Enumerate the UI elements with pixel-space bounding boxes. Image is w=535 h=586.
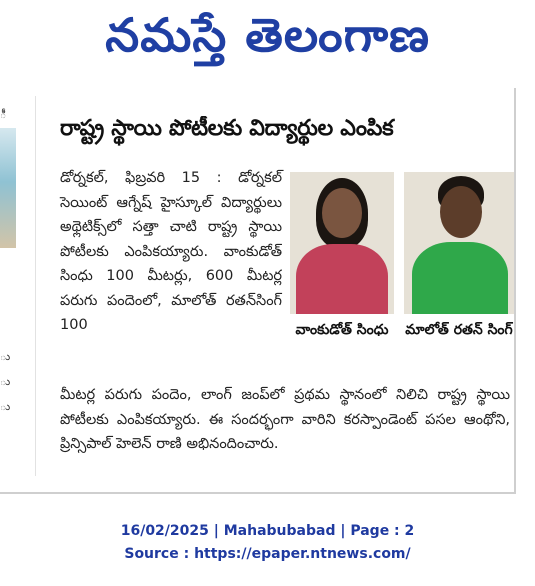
newspaper-masthead — [0, 0, 535, 82]
student-photo-ratan-singh — [404, 172, 514, 314]
article-body-column — [60, 166, 282, 338]
photo-caption-sindhu: వాంకుడోత్ సింధు — [295, 322, 389, 338]
masthead-title: నమస్తే తెలంగాణ — [105, 8, 430, 62]
article-body-continued — [60, 383, 510, 457]
source-link[interactable]: Source : https://epaper.ntnews.com/ — [124, 546, 411, 562]
adjacent-article-fragment: ీ ు ు ు — [0, 100, 20, 430]
student-photo-sindhu — [290, 172, 394, 314]
photo-caption-ratan-singh: మాలోత్ రతన్ సింగ్ — [405, 322, 513, 338]
article-headline: రాష్ట్ర స్థాయి పోటీలకు విద్యార్థుల ఎంపిక — [60, 116, 394, 141]
article-body-text-continued: మీటర్ల పరుగు పందెం, లాంగ్ జంప్‌లో ప్రథమ స్థానంలో నిలిచి రాష్ట్ర స్థాయి పోటీలకు ఎంపికయ్యారు. ఈ సందర్భంగా వారిని కరస్పాండెంట్ పసల ఆంథోని, ప్రిన్సిపాల్ హెలెన్ రాణి అభినందించారు. — [60, 387, 510, 452]
article-body-text: డోర్నకల్, ఫిబ్రవరి 15 : డోర్నకల్ సెయింట్ ఆగ్నేష్ హైస్కూల్ విద్యార్థులు అథ్లెటిక్స్‌లో సత్తా చాటి రాష్ట్ర స్థాయి పోటీలకు ఎంపికయ్యారు. వాంకుడోత్ సింధు 100 మీటర్లు, 600 మీటర్ల పరుగు పందెంలో, మాలోత్ రతన్‌సింగ్ 100 — [60, 170, 282, 333]
adjacent-photo-fragment — [0, 128, 16, 248]
edition-info: 16/02/2025 | Mahabubabad | Page : 2 — [120, 523, 415, 539]
column-rule — [35, 96, 36, 476]
